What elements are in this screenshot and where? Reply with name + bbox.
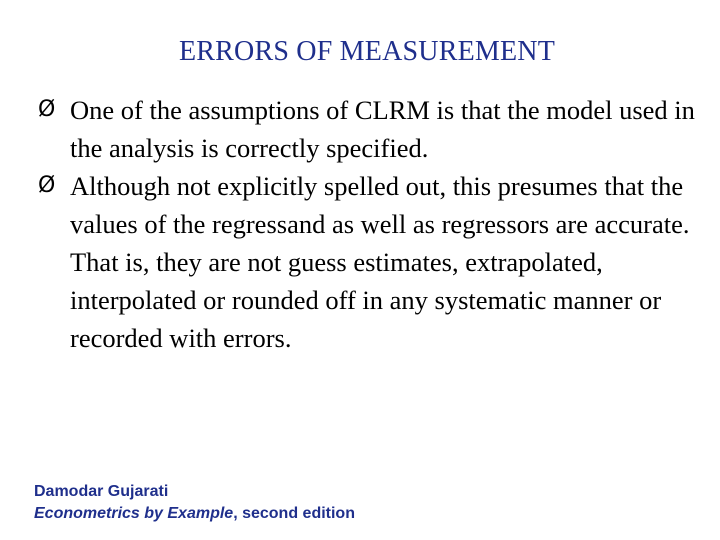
slide-footer	[34, 481, 355, 525]
bullet-text: One of the assumptions of CLRM is that the model used in the analysis is correctly specified.	[70, 95, 695, 163]
footer-book-line	[34, 503, 355, 525]
bullet-list	[38, 91, 708, 357]
footer-book-title: Econometrics by Example	[34, 505, 234, 522]
bullet-item	[38, 167, 708, 357]
arrow-bullet-icon: Ø	[38, 173, 56, 198]
bullet-text: Although not explicitly spelled out, this presumes that the values of the regressand as well as regressors are accurate. That is, they are not guess estimates, extrapolated, interpolated or rounded off in any systematic manner or recorded with errors.	[70, 171, 690, 353]
footer-edition: , second edition	[233, 505, 355, 522]
slide-title: ERRORS OF MEASUREMENT	[178, 36, 556, 67]
arrow-bullet-icon: Ø	[38, 97, 56, 122]
bullet-item	[38, 91, 708, 167]
footer-author: Damodar Gujarati	[34, 483, 169, 500]
